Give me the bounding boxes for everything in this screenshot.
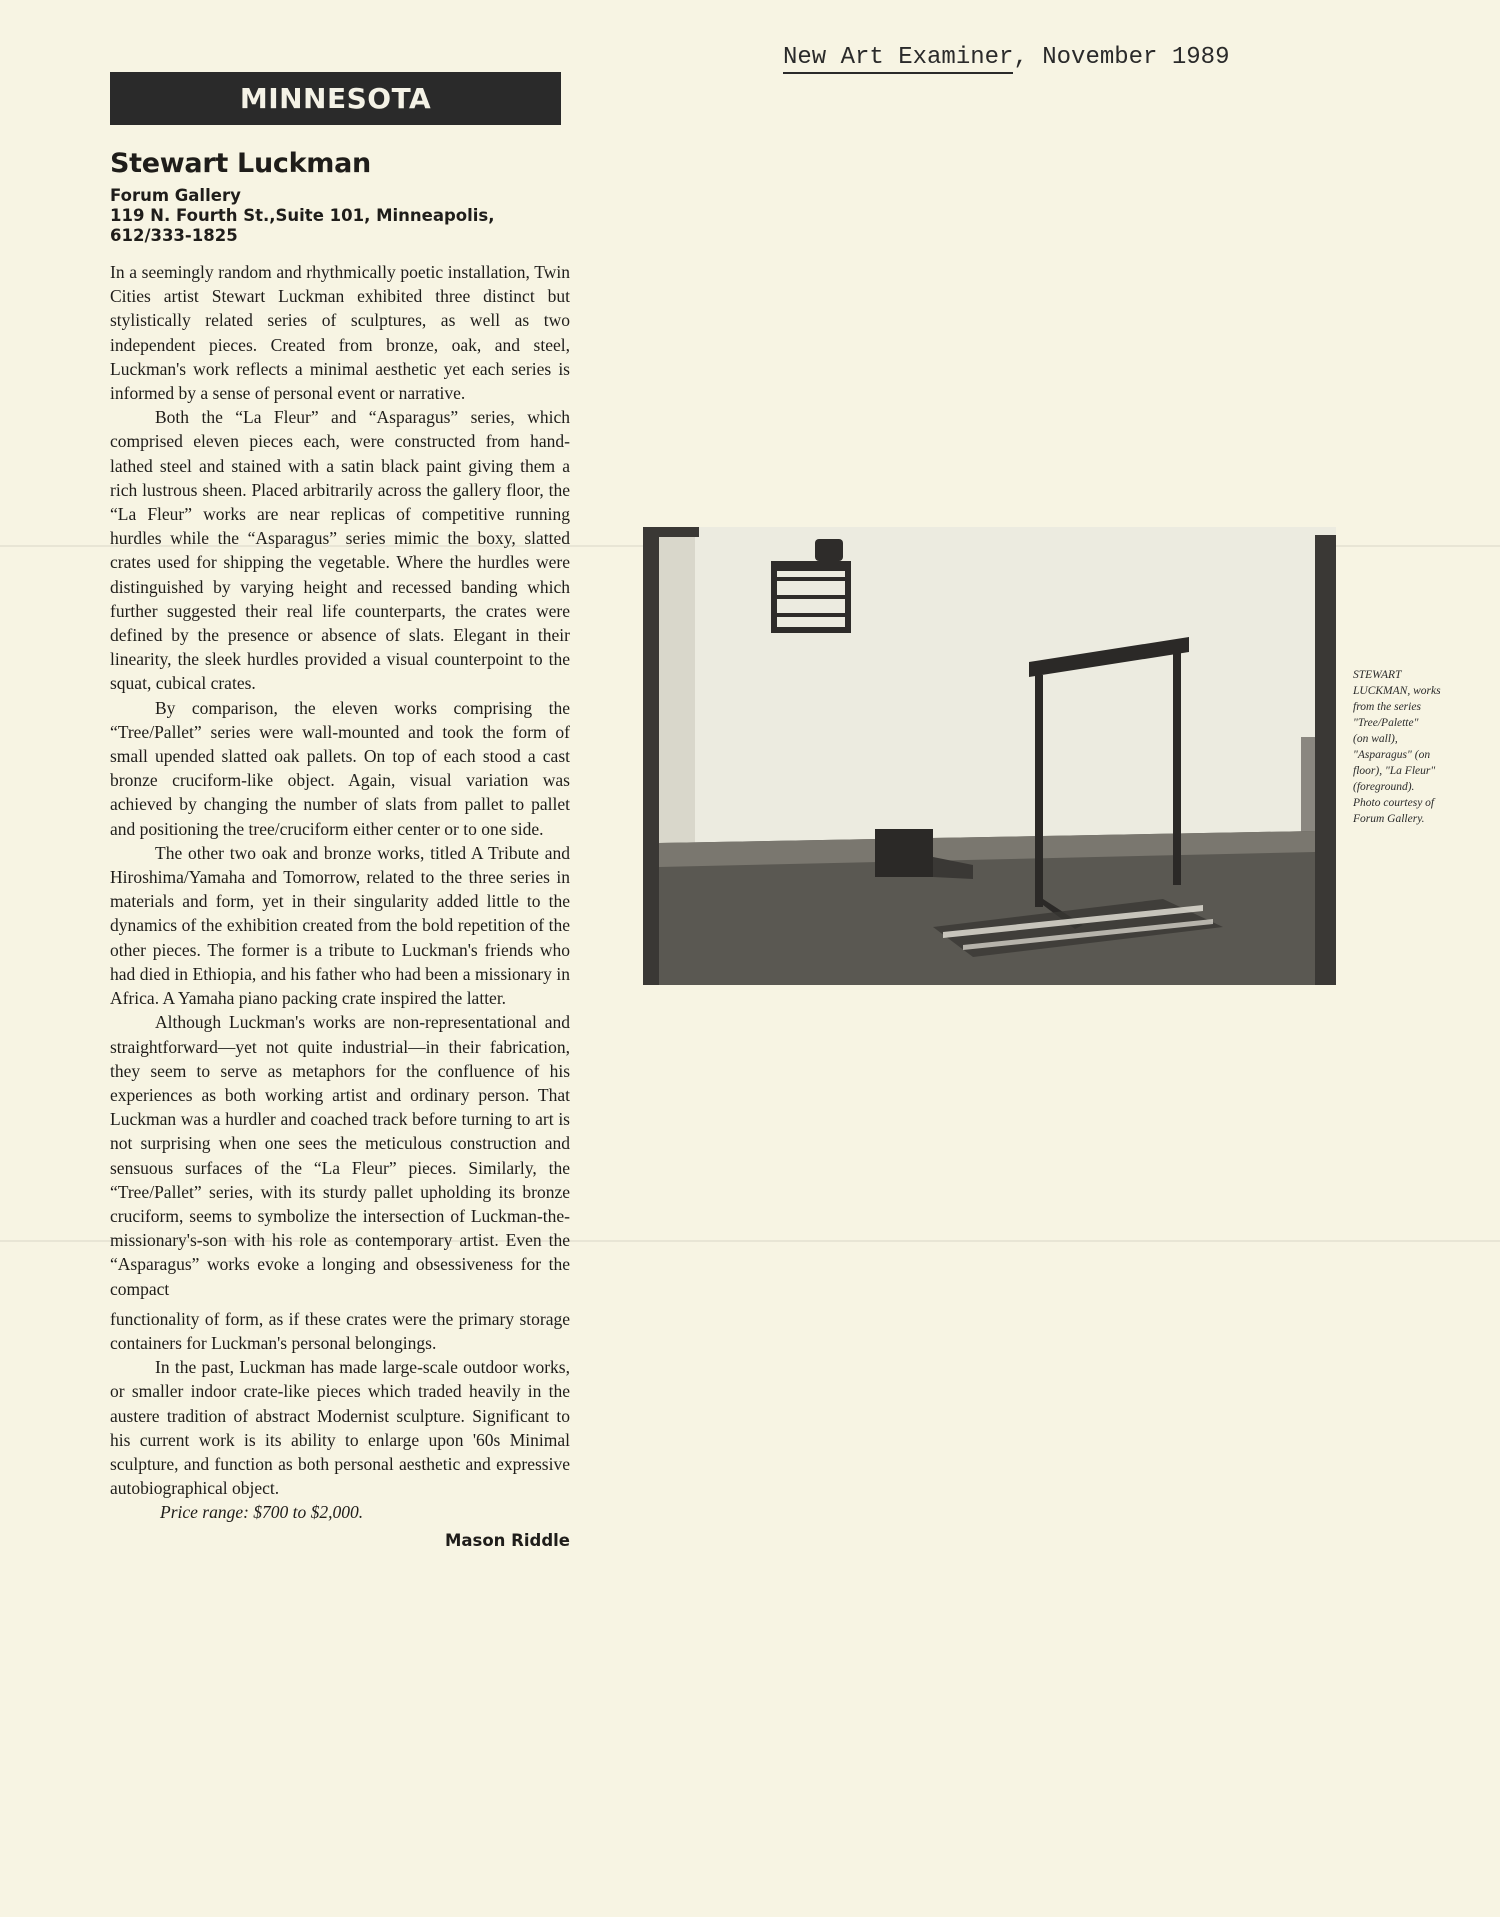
article-body — [110, 260, 570, 1525]
publication-name: New Art Examiner — [783, 44, 1013, 74]
paragraph: functionality of form, as if these crates were the primary storage containers for Luckman's personal belongings. — [110, 1308, 570, 1353]
caption-line: LUCKMAN, works — [1353, 685, 1441, 697]
paragraph: The other two oak and bronze works, titled A Tribute and Hiroshima/Yamaha and Tomorrow, related to the three series in materials and form, yet in their singularity added little to the dynamics of the exhibition created from the bold repetition of the other pieces. The former is a tribute to Luckman's friends who had died in Ethiopia, and his father who had been a missionary in Africa. A Yamaha piano packing crate inspired the latter. — [110, 842, 570, 1009]
paragraph: Although Luckman's works are non-representational and straightforward—yet not quite industrial—in their fabrication, they seem to serve as metaphors for the confluence of his experiences as both working artist and ordinary person. That Luckman was a hurdler and coached track before turning to art is not surprising when one sees the meticulous construction and sensuous surfaces of the “La Fleur” pieces. Similarly, the “Tree/Pallet” series, with its sturdy pallet upholding its bronze cruciform, seems to symbolize the intersection of Luckman-the-missionary's-son with his role as contemporary artist. Even the “Asparagus” works evoke a longing and obsessiveness for the compact — [110, 1012, 570, 1299]
price-range: Price range: $700 to $2,000. — [160, 1502, 364, 1523]
caption-line: Forum Gallery. — [1353, 813, 1425, 825]
caption-line: "Asparagus" (on — [1353, 749, 1431, 761]
paragraph: By comparison, the eleven works comprising the “Tree/Pallet” series were wall-mounted and took the form of small upended slatted oak pallets. On top of each stood a cast bronze cruciform-like object. Again, visual variation was achieved by changing the number of slats from pallet to pallet and positioning the tree/cruciform either center or to one side. — [110, 697, 570, 839]
publication-date: , November 1989 — [1013, 44, 1230, 71]
caption-line: "Tree/Palette" — [1353, 717, 1419, 729]
publication-header — [783, 44, 1229, 71]
gallery-phone: 612/333-1825 — [110, 226, 238, 245]
paragraph: In a seemingly random and rhythmically poetic installation, Twin Cities artist Stewart Luckman exhibited three distinct but stylistically related series of sculptures, as well as two independent pieces. Created from bronze, oak, and steel, Luckman's work reflects a minimal aesthetic yet each series is informed by a sense of personal event or narrative. — [110, 262, 570, 404]
caption-line: Photo courtesy of — [1353, 797, 1435, 809]
photo-caption — [1353, 667, 1471, 827]
caption-line: STEWART — [1353, 669, 1402, 681]
author-byline: Mason Riddle — [444, 1530, 570, 1550]
gallery-installation-image — [643, 527, 1336, 985]
paragraph: In the past, Luckman has made large-scale outdoor works, or smaller indoor crate-like pieces which traded heavily in the austere tradition of abstract Modernist sculpture. Significant to his current work is its ability to enlarge upon '60s Minimal sculpture, and function as both personal aesthetic and expressive autobiographical object. — [110, 1357, 570, 1499]
exhibition-photo — [643, 527, 1336, 985]
section-banner: MINNESOTA — [110, 72, 561, 125]
artist-name: Stewart Luckman — [110, 148, 371, 179]
gallery-address: 119 N. Fourth St.,Suite 101, Minneapolis, — [110, 206, 495, 225]
review-article — [110, 148, 570, 1550]
caption-line: floor), "La Fleur" — [1353, 765, 1436, 777]
paragraph: Both the “La Fleur” and “Asparagus” series, which comprised eleven pieces each, were constructed from hand-lathed steel and stained with a satin black paint giving them a rich lustrous sheen. Placed arbitrarily across the gallery floor, the “La Fleur” works are near replicas of competitive running hurdles while the “Asparagus” series mimic the boxy, slatted crates used for shipping the vegetable. Where the hurdles were distinguished by varying height and recessed banding which further suggested their real life counterparts, the crates were defined by the presence or absence of slats. Elegant in their linearity, the sleek hurdles provided a visual counterpoint to the squat, cubical crates. — [110, 407, 570, 694]
caption-line: (on wall), — [1353, 733, 1398, 745]
caption-line: from the series — [1353, 701, 1421, 713]
caption-line: (foreground). — [1353, 781, 1415, 793]
gallery-name: Forum Gallery — [110, 186, 241, 205]
